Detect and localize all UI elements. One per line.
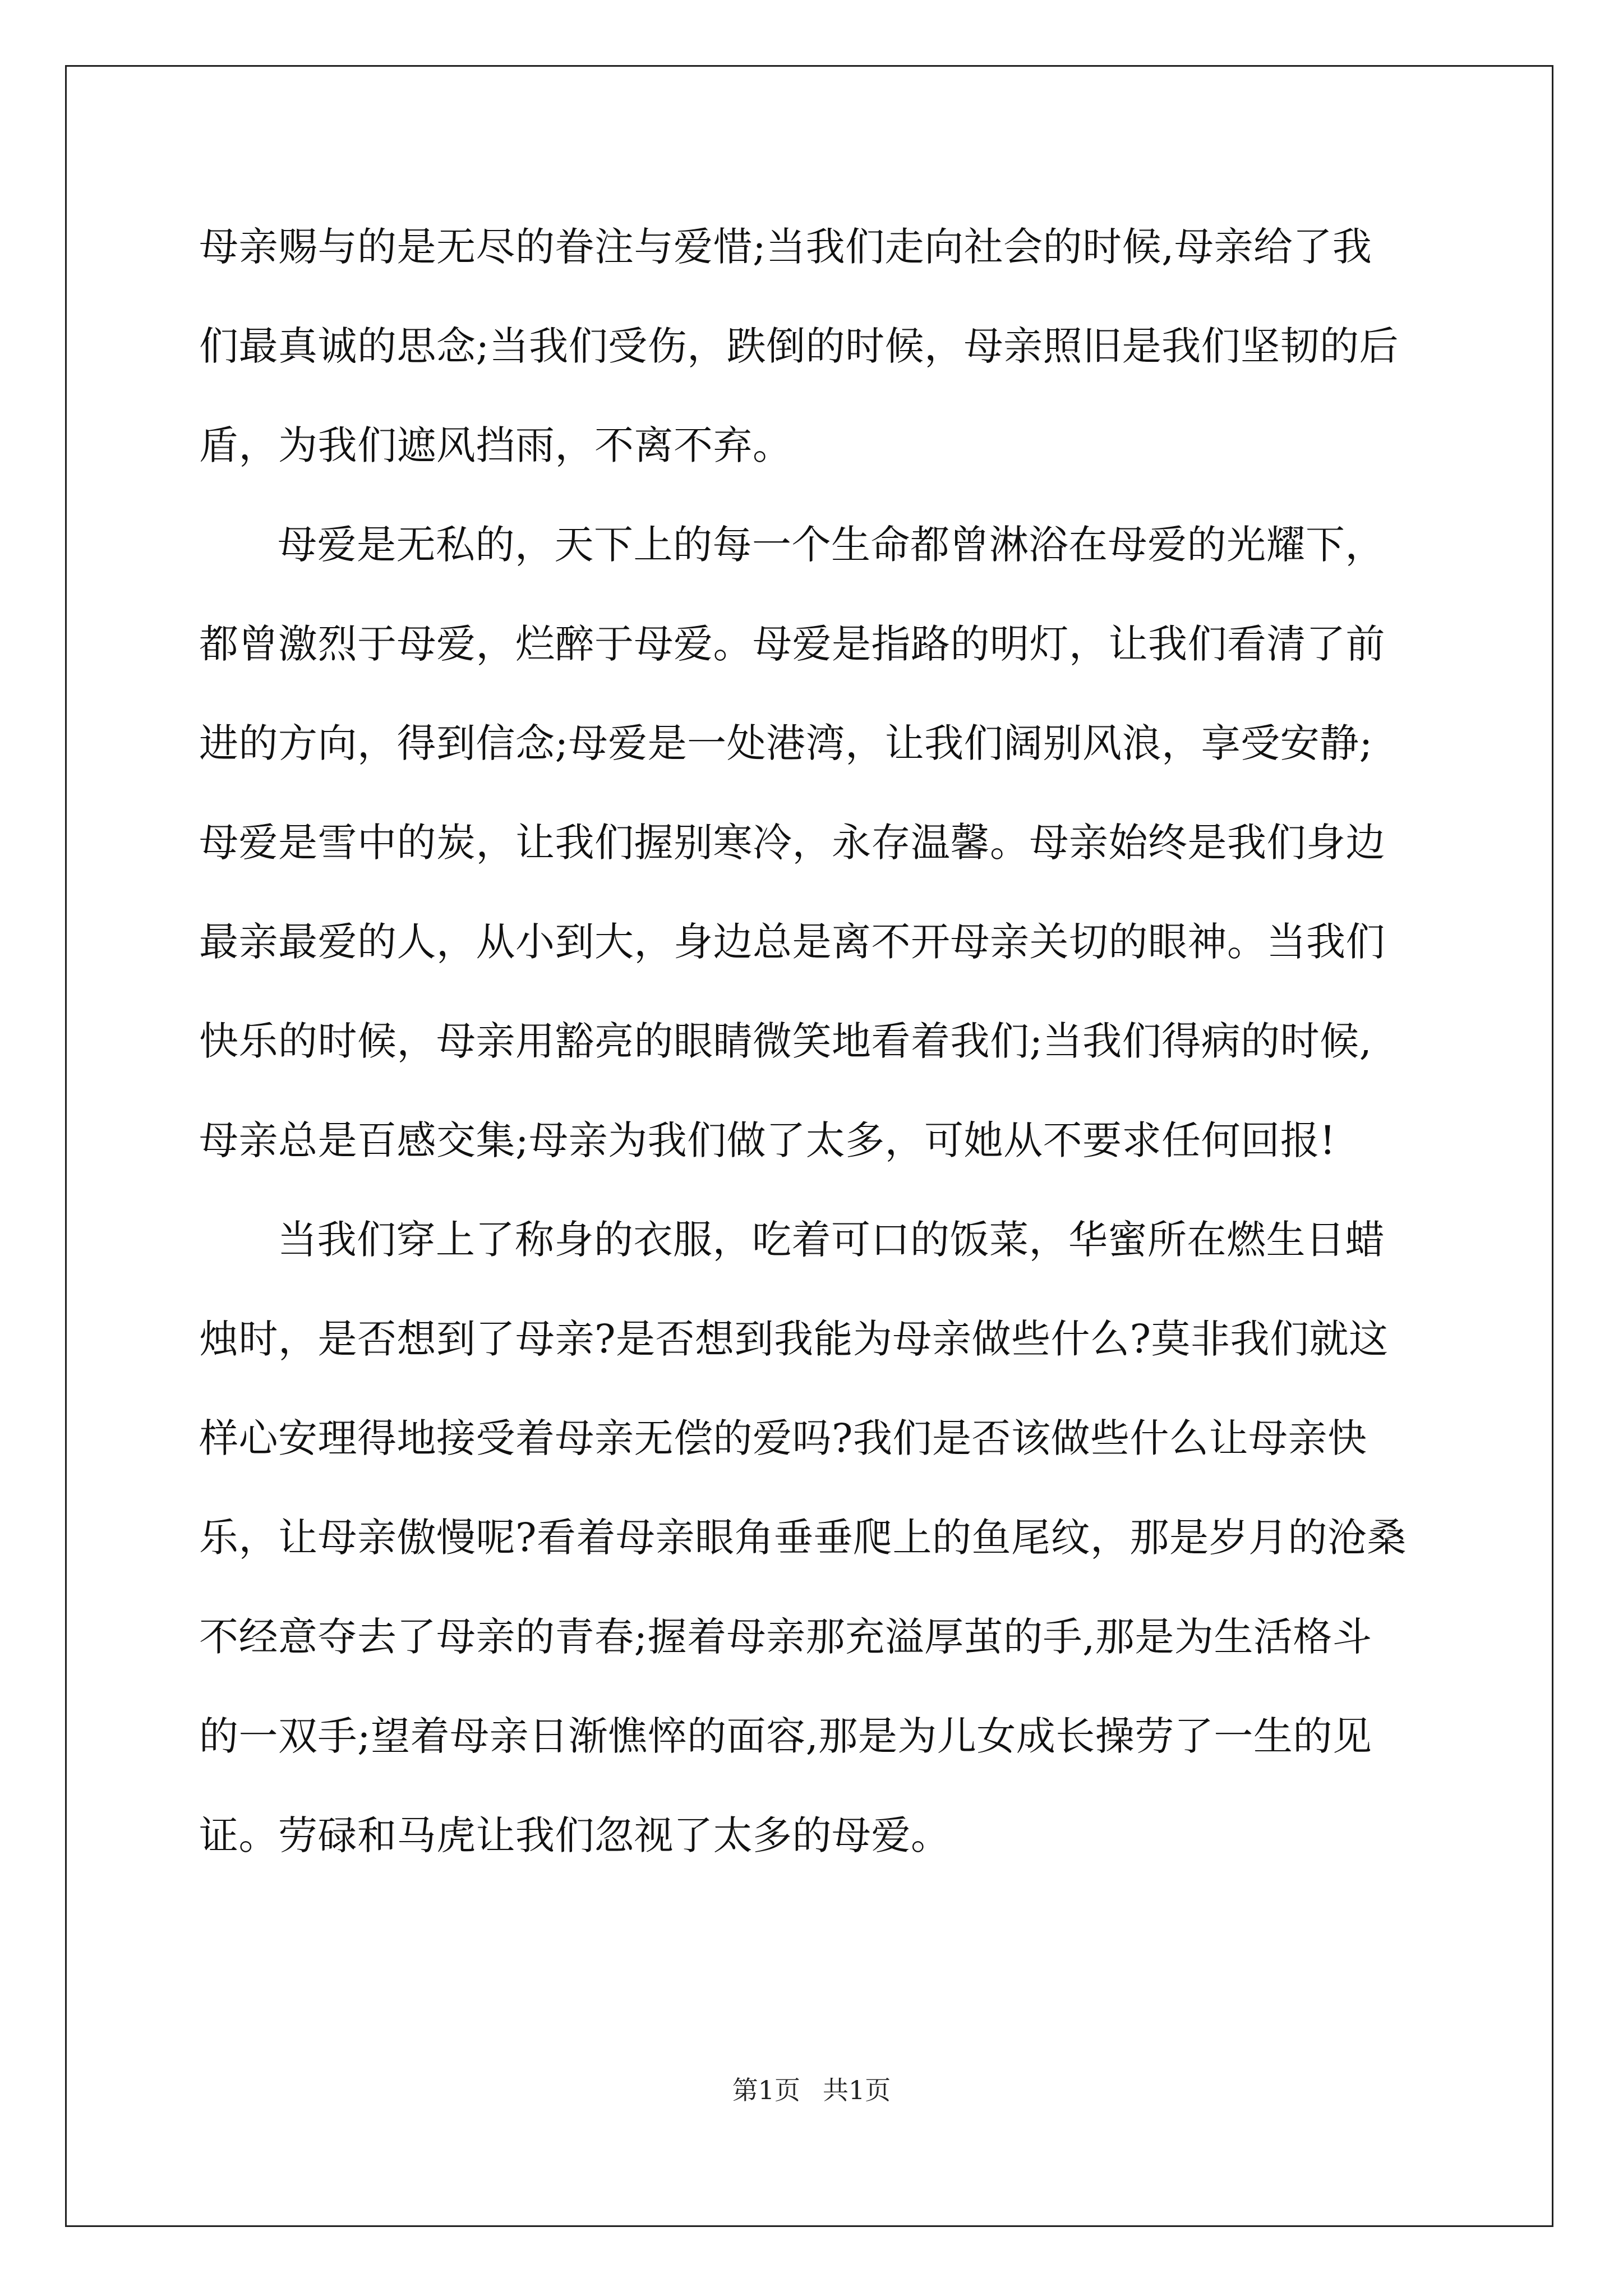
text-line: 母亲赐与的是无尽的眷注与爱惜;当我们走向社会的时候,母亲给了我 — [199, 224, 1372, 270]
text-line: 证。劳碌和马虎让我们忽视了太多的母爱。 — [199, 1812, 951, 1858]
page-number-current: 第1页 — [732, 2075, 800, 2105]
text-line: 母亲总是百感交集;母亲为我们做了太多，可她从不要求任何回报! — [199, 1117, 1336, 1163]
text-line: 样心安理得地接受着母亲无偿的爱吗?我们是否该做些什么让母亲快 — [199, 1415, 1367, 1461]
page-number-total: 共1页 — [823, 2075, 891, 2105]
text-line: 快乐的时候，母亲用豁亮的眼睛微笑地看着我们;当我们得病的时候, — [199, 1018, 1372, 1064]
text-line: 进的方向，得到信念;母爱是一处港湾，让我们阔别风浪，享受安静; — [199, 720, 1373, 766]
text-line: 的一双手;望着母亲日渐憔悴的面容,那是为儿女成长操劳了一生的见 — [199, 1713, 1372, 1759]
text-line: 乐，让母亲傲慢呢?看着母亲眼角垂垂爬上的鱼尾纹，那是岁月的沧桑 — [199, 1515, 1407, 1561]
page-footer — [0, 2070, 1623, 2107]
text-line: 母爱是雪中的炭，让我们握别寒冷，永存温馨。母亲始终是我们身边 — [199, 820, 1385, 866]
text-line: 最亲最爱的人，从小到大，身边总是离不开母亲关切的眼神。当我们 — [199, 919, 1385, 965]
text-line: 不经意夺去了母亲的青春;握着母亲那充溢厚茧的手,那是为生活格斗 — [199, 1614, 1372, 1660]
text-line: 盾，为我们遮风挡雨，不离不弃。 — [199, 422, 792, 468]
text-line: 都曾激烈于母爱，烂醉于母爱。母爱是指路的明灯，让我们看清了前 — [199, 621, 1385, 667]
paragraph-start-line: 母爱是无私的，天下上的每一个生命都曾淋浴在母爱的光耀下， — [278, 522, 1385, 568]
paragraph-start-line: 当我们穿上了称身的衣服，吃着可口的饭菜，华蜜所在燃生日蜡 — [278, 1217, 1385, 1263]
text-line: 们最真诚的思念;当我们受伤，跌倒的时候，母亲照旧是我们坚韧的后 — [199, 323, 1399, 369]
text-line: 烛时，是否想到了母亲?是否想到我能为母亲做些什么?莫非我们就这 — [199, 1316, 1389, 1362]
